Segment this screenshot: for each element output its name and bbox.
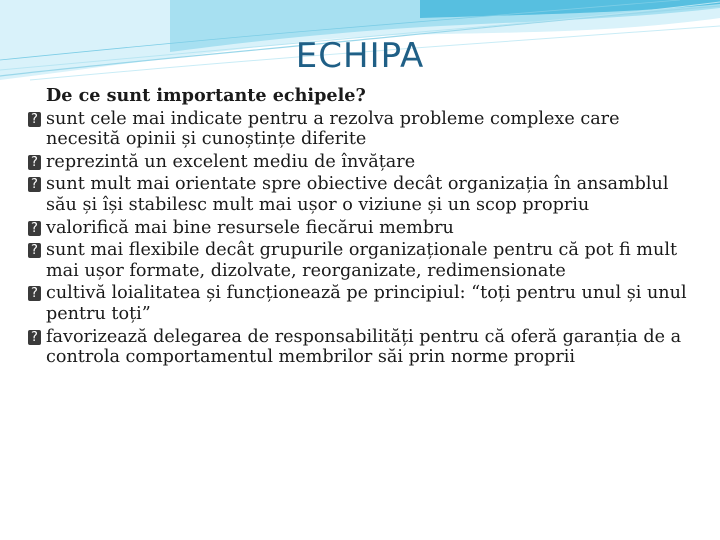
list-item-text: reprezintă un excelent mediu de învățare bbox=[46, 151, 416, 172]
slide-body bbox=[28, 86, 688, 370]
list-item-text: cultivă loialitatea și funcționează pe principiul: “toți pentru unul și unul pentru toți” bbox=[46, 283, 687, 324]
bullet-icon: ? bbox=[28, 243, 41, 258]
list-item bbox=[28, 174, 688, 215]
list-item-text: valorifică mai bine resursele fiecărui membru bbox=[46, 217, 454, 238]
question-heading: De ce sunt importante echipele? bbox=[46, 85, 366, 106]
bullet-list bbox=[28, 109, 688, 368]
list-item bbox=[28, 218, 688, 239]
bullet-icon: ? bbox=[28, 112, 41, 127]
bullet-icon: ? bbox=[28, 286, 41, 301]
list-item-text: sunt mai flexibile decât grupurile organizaționale pentru că pot fi mult mai ușor formate, dizolvate, reorganizate, redimensionate bbox=[46, 240, 678, 281]
list-item bbox=[28, 109, 688, 150]
list-item bbox=[28, 240, 688, 281]
bullet-icon: ? bbox=[28, 221, 41, 236]
bullet-icon: ? bbox=[28, 177, 41, 192]
list-item bbox=[28, 327, 688, 368]
bullet-icon: ? bbox=[28, 330, 41, 345]
list-item-text: sunt mult mai orientate spre obiective decât organizația în ansamblul său și își stabilesc mult mai ușor o viziune și un scop propriu bbox=[46, 174, 669, 215]
list-item bbox=[28, 152, 688, 173]
list-item-text: sunt cele mai indicate pentru a rezolva probleme complexe care necesită opinii și cunoștințe diferite bbox=[46, 108, 620, 150]
bullet-icon: ? bbox=[28, 155, 41, 170]
list-item bbox=[28, 283, 688, 324]
list-item-text: favorizează delegarea de responsabilități pentru că oferă garanția de a controla comportamentul membrilor săi prin norme proprii bbox=[46, 326, 682, 368]
slide-title: ECHIPA bbox=[295, 36, 425, 76]
